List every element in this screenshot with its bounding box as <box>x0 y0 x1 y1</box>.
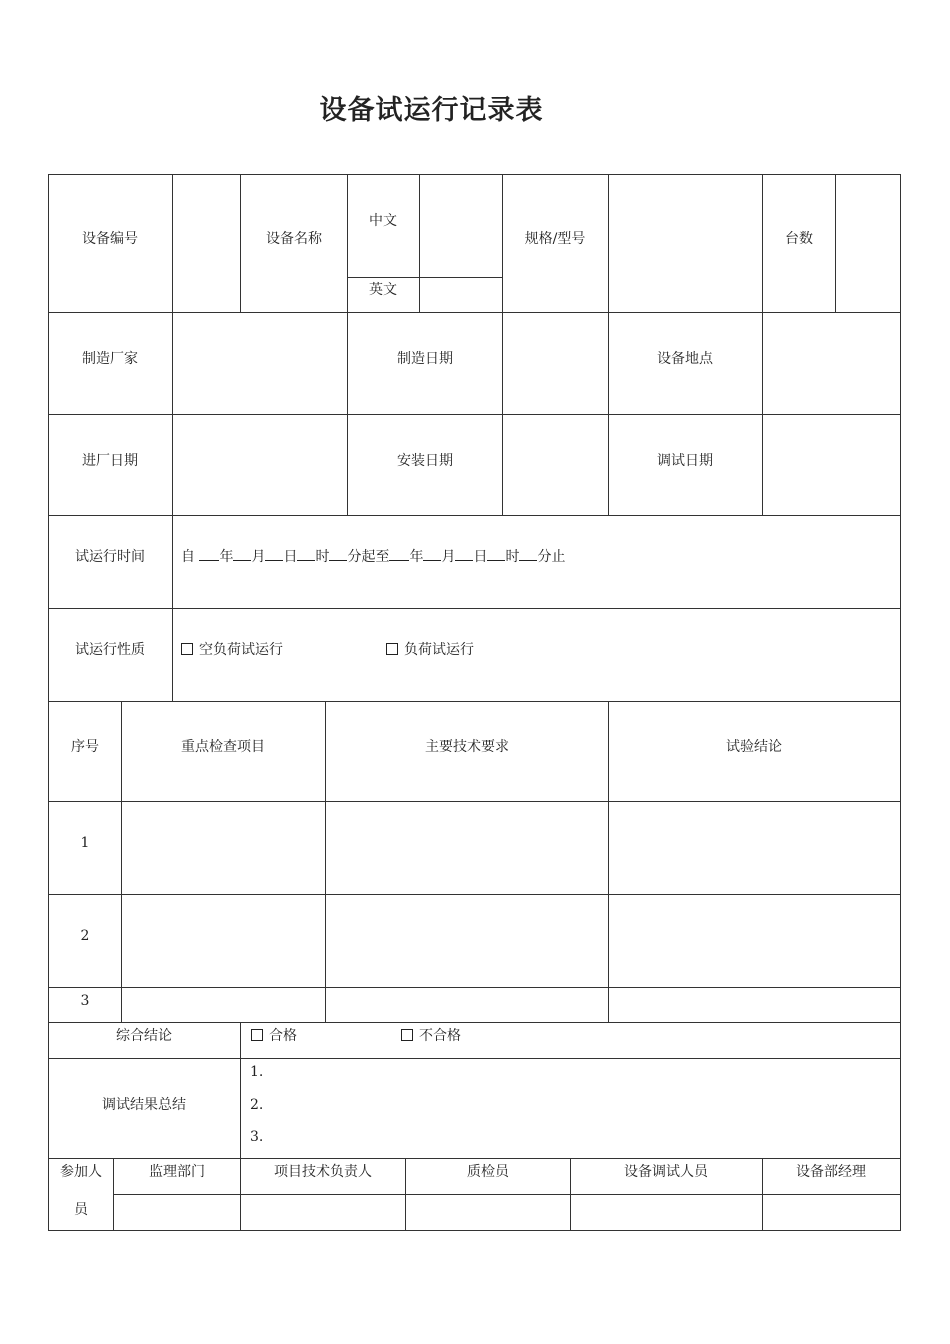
field-manufacture-date[interactable] <box>503 313 607 413</box>
label-quantity: 台数 <box>785 231 813 247</box>
field-manufacturer[interactable] <box>173 313 346 413</box>
label-debug-date: 调试日期 <box>657 453 713 469</box>
trial-time-line[interactable] <box>181 548 565 566</box>
option-pass[interactable] <box>251 1027 297 1045</box>
unit-day-end: 日 <box>473 549 488 565</box>
cell-tech-req-1[interactable] <box>326 802 607 893</box>
option-label: 不合格 <box>419 1028 461 1044</box>
summary-item-3: 3. <box>250 1129 264 1145</box>
option-fail[interactable] <box>401 1027 461 1045</box>
summary-item-2: 2. <box>250 1097 264 1113</box>
blank-year-start[interactable] <box>199 548 219 561</box>
sign-project-tech-lead[interactable] <box>241 1195 404 1229</box>
checkbox-icon[interactable] <box>386 643 398 655</box>
unit-year: 年 <box>219 549 234 565</box>
cell-conclusion-2[interactable] <box>609 895 899 986</box>
blank-month-start[interactable] <box>233 548 251 561</box>
role-project-tech-lead: 项目技术负责人 <box>274 1164 372 1180</box>
label-trial-time: 试运行时间 <box>75 549 145 565</box>
cell-check-item-2[interactable] <box>122 895 324 986</box>
label-participants-line1: 参加人 <box>60 1164 102 1180</box>
role-supervision-dept: 监理部门 <box>149 1164 205 1180</box>
label-install-date: 安装日期 <box>397 453 453 469</box>
label-device-no: 设备编号 <box>82 231 138 247</box>
sign-debug-staff[interactable] <box>571 1195 761 1229</box>
blank-minute-start[interactable] <box>329 548 347 561</box>
label-manufacture-date: 制造日期 <box>397 351 453 367</box>
option-label: 合格 <box>269 1028 297 1044</box>
header-test-conclusion: 试验结论 <box>726 739 782 755</box>
header-check-items: 重点检查项目 <box>181 739 265 755</box>
unit-minute-start-to: 分起至 <box>347 549 390 565</box>
label-participants-line2: 员 <box>74 1202 88 1218</box>
field-device-name-chinese[interactable] <box>420 175 501 276</box>
row-serial-3: 3 <box>80 993 90 1009</box>
field-device-location[interactable] <box>763 313 899 413</box>
unit-month-end: 月 <box>441 549 456 565</box>
cell-tech-req-2[interactable] <box>326 895 607 986</box>
sign-device-dept-manager[interactable] <box>763 1195 899 1229</box>
header-tech-requirements: 主要技术要求 <box>425 739 509 755</box>
option-no-load-trial[interactable] <box>181 641 283 659</box>
label-chinese: 中文 <box>369 213 397 229</box>
role-debug-staff: 设备调试人员 <box>624 1164 708 1180</box>
label-overall-conclusion: 综合结论 <box>116 1028 172 1044</box>
row-serial-2: 2 <box>80 928 90 944</box>
cell-check-item-1[interactable] <box>122 802 324 893</box>
blank-hour-start[interactable] <box>297 548 315 561</box>
field-debug-date[interactable] <box>763 415 899 514</box>
cell-check-item-3[interactable] <box>122 988 324 1021</box>
unit-month: 月 <box>251 549 266 565</box>
field-quantity[interactable] <box>836 175 899 311</box>
field-device-name-english[interactable] <box>420 278 501 311</box>
option-label: 空负荷试运行 <box>199 642 283 658</box>
checkbox-icon[interactable] <box>181 643 193 655</box>
unit-day: 日 <box>283 549 298 565</box>
role-quality-inspector: 质检员 <box>467 1164 509 1180</box>
unit-hour: 时 <box>315 549 330 565</box>
row-serial-1: 1 <box>80 835 90 851</box>
label-trial-nature: 试运行性质 <box>75 642 145 658</box>
option-label: 负荷试运行 <box>404 642 474 658</box>
sign-supervision-dept[interactable] <box>114 1195 239 1229</box>
label-spec-model: 规格/型号 <box>524 231 586 247</box>
cell-conclusion-1[interactable] <box>609 802 899 893</box>
role-device-dept-manager: 设备部经理 <box>796 1164 866 1180</box>
blank-day-end[interactable] <box>455 548 473 561</box>
blank-month-end[interactable] <box>423 548 441 561</box>
blank-minute-end[interactable] <box>519 548 537 561</box>
cell-tech-req-3[interactable] <box>326 988 607 1021</box>
header-serial: 序号 <box>71 739 99 755</box>
document-title: 设备试运行记录表 <box>319 95 544 126</box>
field-device-no[interactable] <box>173 175 239 311</box>
unit-minute-end: 分止 <box>537 549 566 565</box>
checkbox-icon[interactable] <box>401 1029 413 1041</box>
label-manufacturer: 制造厂家 <box>82 351 138 367</box>
blank-year-end[interactable] <box>389 548 409 561</box>
summary-item-1: 1. <box>250 1064 264 1080</box>
checkbox-icon[interactable] <box>251 1029 263 1041</box>
trial-time-from: 自 <box>181 549 195 565</box>
unit-year-end: 年 <box>409 549 424 565</box>
label-device-name: 设备名称 <box>266 231 322 247</box>
label-arrival-date: 进厂日期 <box>82 453 138 469</box>
field-install-date[interactable] <box>503 415 607 514</box>
cell-conclusion-3[interactable] <box>609 988 899 1021</box>
label-debug-summary: 调试结果总结 <box>102 1097 186 1113</box>
field-spec-model[interactable] <box>609 175 761 311</box>
label-english: 英文 <box>369 282 397 298</box>
blank-hour-end[interactable] <box>487 548 505 561</box>
sign-quality-inspector[interactable] <box>406 1195 569 1229</box>
option-load-trial[interactable] <box>386 641 474 659</box>
blank-day-start[interactable] <box>265 548 283 561</box>
label-device-location: 设备地点 <box>657 351 713 367</box>
unit-hour-end: 时 <box>505 549 520 565</box>
field-arrival-date[interactable] <box>173 415 346 514</box>
